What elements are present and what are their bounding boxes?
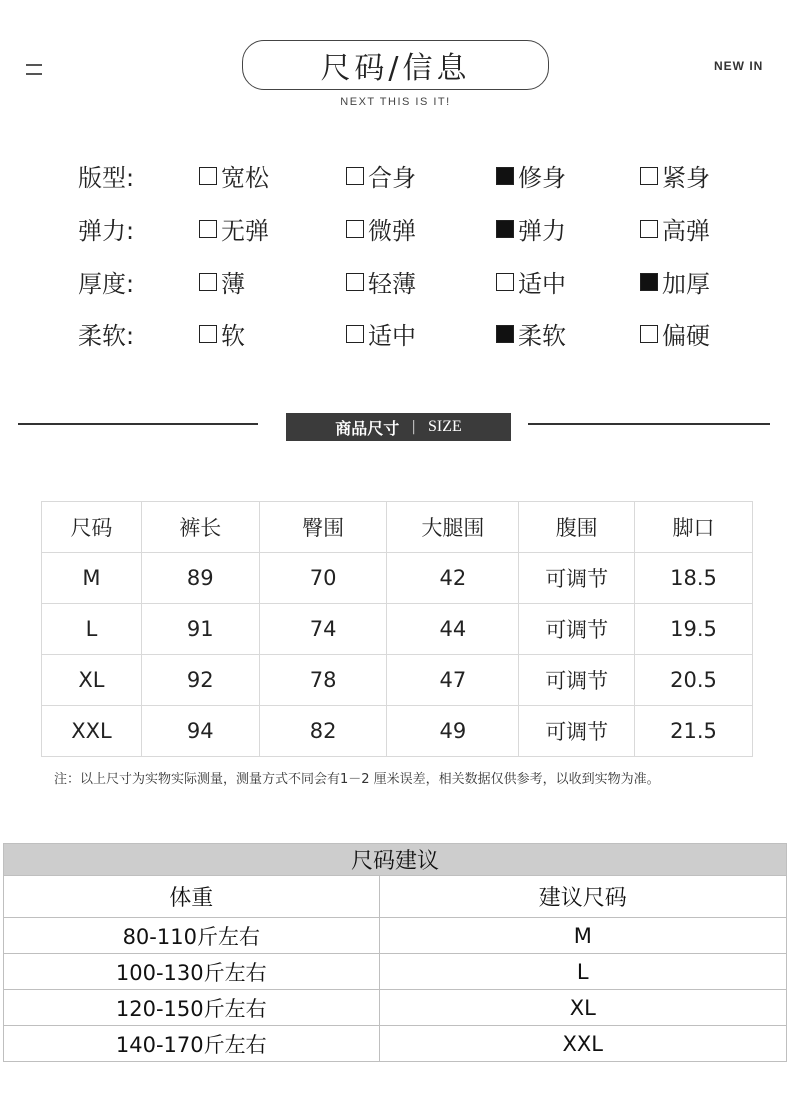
option-item xyxy=(346,211,416,246)
size-table xyxy=(41,501,753,757)
checkbox-icon xyxy=(640,167,658,185)
page-subtitle: NEXT THIS IS IT! xyxy=(340,96,451,108)
section-separator: | xyxy=(411,419,416,435)
recommend-title: 尺码建议 xyxy=(4,844,787,876)
table-cell: 可调节 xyxy=(519,655,635,706)
table-header-cell: 脚口 xyxy=(635,502,753,553)
checkbox-icon xyxy=(496,325,514,343)
option-item xyxy=(640,158,710,193)
table-cell: 140-170斤左右 xyxy=(4,1026,380,1062)
option-label: 适中 xyxy=(368,322,416,350)
table-cell: XXL xyxy=(42,706,142,757)
table-row xyxy=(42,706,753,757)
attribute-label: 厚度: xyxy=(78,270,135,298)
divider-left xyxy=(18,423,258,425)
option-item xyxy=(346,264,416,299)
table-cell: XL xyxy=(42,655,142,706)
table-header-cell: 建议尺码 xyxy=(379,876,786,918)
option-label: 偏硬 xyxy=(662,322,710,350)
option-item xyxy=(199,316,245,351)
table-cell: 78 xyxy=(259,655,387,706)
checkbox-icon xyxy=(640,220,658,238)
attribute-row-fit xyxy=(78,158,758,192)
table-row xyxy=(42,655,753,706)
checkbox-icon xyxy=(496,273,514,291)
checkbox-icon xyxy=(199,167,217,185)
attribute-row-elasticity xyxy=(78,211,758,245)
divider-right xyxy=(528,423,770,425)
option-item xyxy=(346,158,416,193)
table-header-cell: 尺码 xyxy=(42,502,142,553)
table-cell: 20.5 xyxy=(635,655,753,706)
option-label: 软 xyxy=(221,322,245,350)
table-row xyxy=(4,918,787,954)
table-cell: 89 xyxy=(141,553,259,604)
attribute-label: 柔软: xyxy=(78,322,135,350)
checkbox-icon xyxy=(346,325,364,343)
option-label: 合身 xyxy=(368,164,416,192)
option-item xyxy=(346,316,416,351)
option-item xyxy=(640,211,710,246)
table-cell: 82 xyxy=(259,706,387,757)
table-header-cell: 体重 xyxy=(4,876,380,918)
measurement-note: 注：以上尺寸为实物实际测量，测量方式不同会有1－2 厘米误差，相关数据仅供参考，以收到实物为准。 xyxy=(54,772,660,787)
option-item xyxy=(496,158,566,193)
checkbox-icon xyxy=(199,220,217,238)
table-cell: 47 xyxy=(387,655,519,706)
page-title xyxy=(242,40,549,90)
attribute-label: 版型: xyxy=(78,164,135,192)
option-label: 宽松 xyxy=(221,164,269,192)
checkbox-icon xyxy=(346,167,364,185)
table-cell: 49 xyxy=(387,706,519,757)
table-cell: 92 xyxy=(141,655,259,706)
table-cell: 19.5 xyxy=(635,604,753,655)
table-cell: 可调节 xyxy=(519,706,635,757)
option-label: 适中 xyxy=(518,270,566,298)
attribute-row-softness xyxy=(78,316,758,350)
table-row xyxy=(42,553,753,604)
table-row xyxy=(4,1026,787,1062)
option-label: 紧身 xyxy=(662,164,710,192)
table-header-cell: 大腿围 xyxy=(387,502,519,553)
option-label: 微弹 xyxy=(368,217,416,245)
table-cell: 18.5 xyxy=(635,553,753,604)
checkbox-icon xyxy=(199,325,217,343)
option-item xyxy=(199,264,245,299)
size-recommendation-table xyxy=(3,843,787,1062)
table-cell: M xyxy=(42,553,142,604)
option-label: 无弹 xyxy=(221,217,269,245)
table-cell: 44 xyxy=(387,604,519,655)
option-item xyxy=(640,316,710,351)
table-cell: 80-110斤左右 xyxy=(4,918,380,954)
table-cell: XL xyxy=(379,990,786,1026)
table-row xyxy=(4,990,787,1026)
table-cell: 42 xyxy=(387,553,519,604)
table-header-cell: 裤长 xyxy=(141,502,259,553)
attribute-row-thickness xyxy=(78,264,758,298)
option-item xyxy=(199,158,269,193)
table-cell: 94 xyxy=(141,706,259,757)
option-item xyxy=(640,264,710,299)
section-title-en: SIZE xyxy=(427,418,462,435)
table-cell: 100-130斤左右 xyxy=(4,954,380,990)
checkbox-icon xyxy=(640,325,658,343)
table-cell: 91 xyxy=(141,604,259,655)
section-title-cn: 商品尺寸 xyxy=(335,418,400,438)
option-label: 轻薄 xyxy=(368,270,416,298)
table-cell: XXL xyxy=(379,1026,786,1062)
checkbox-icon xyxy=(640,273,658,291)
checkbox-icon xyxy=(346,220,364,238)
menu-icon[interactable] xyxy=(26,62,42,76)
checkbox-icon xyxy=(496,220,514,238)
option-label: 柔软 xyxy=(518,322,566,350)
recommend-header-row xyxy=(4,876,787,918)
option-label: 高弹 xyxy=(662,217,710,245)
option-item xyxy=(496,264,566,299)
checkbox-icon xyxy=(199,273,217,291)
table-cell: 70 xyxy=(259,553,387,604)
table-row xyxy=(4,954,787,990)
table-header-cell: 臀围 xyxy=(259,502,387,553)
new-in-badge: NEW IN xyxy=(714,59,764,73)
table-cell: M xyxy=(379,918,786,954)
table-row xyxy=(42,604,753,655)
option-item xyxy=(496,316,566,351)
checkbox-icon xyxy=(496,167,514,185)
option-label: 薄 xyxy=(221,270,245,298)
option-label: 修身 xyxy=(518,164,566,192)
table-cell: 120-150斤左右 xyxy=(4,990,380,1026)
table-cell: 可调节 xyxy=(519,604,635,655)
option-label: 弹力 xyxy=(518,217,566,245)
option-item xyxy=(496,211,566,246)
table-header-cell: 腹围 xyxy=(519,502,635,553)
checkbox-icon xyxy=(346,273,364,291)
page-title-text: 尺码/信息 xyxy=(320,51,471,86)
section-banner-size xyxy=(286,413,511,441)
table-cell: 74 xyxy=(259,604,387,655)
table-cell: 可调节 xyxy=(519,553,635,604)
table-cell: 21.5 xyxy=(635,706,753,757)
attribute-label: 弹力: xyxy=(78,217,135,245)
table-cell: L xyxy=(42,604,142,655)
option-item xyxy=(199,211,269,246)
recommend-title-row xyxy=(4,844,787,876)
option-label: 加厚 xyxy=(662,270,710,298)
table-header-row xyxy=(42,502,753,553)
table-cell: L xyxy=(379,954,786,990)
